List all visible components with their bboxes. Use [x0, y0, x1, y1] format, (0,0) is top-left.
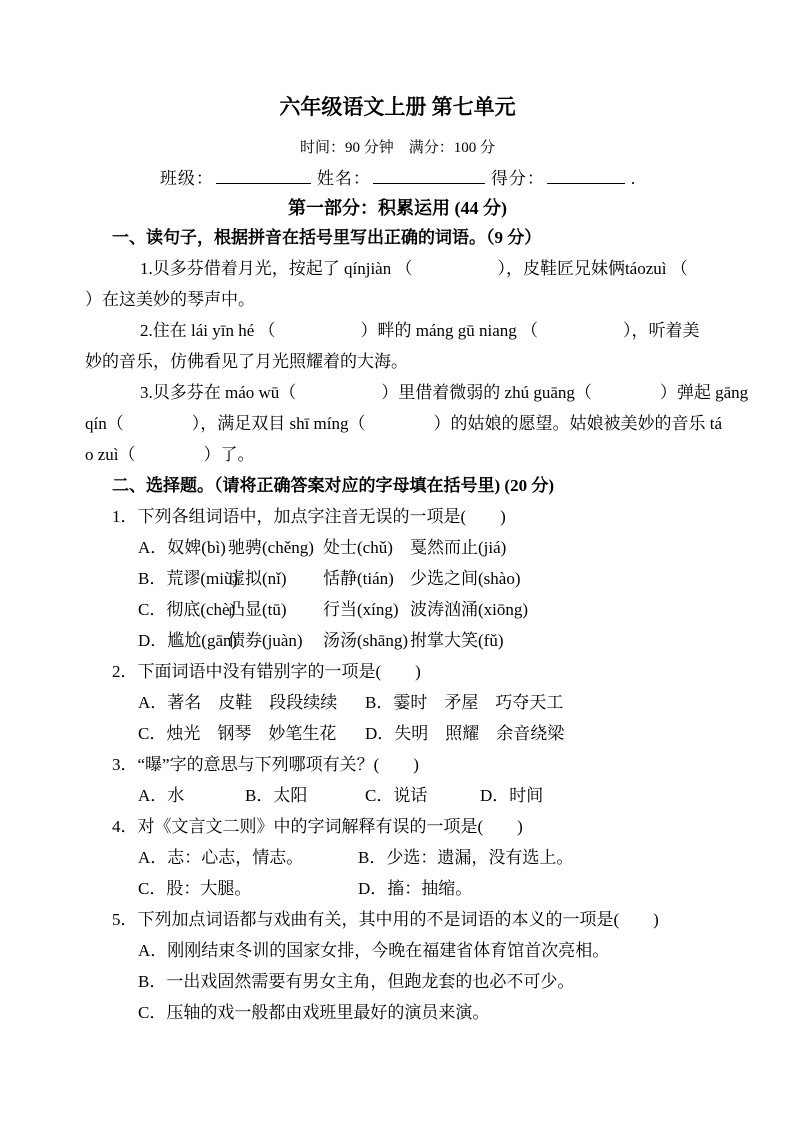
q4-option-d: D．搐：抽缩。 [358, 879, 473, 898]
q1-option-row-b [85, 563, 710, 594]
q1-option-row-d [85, 625, 710, 656]
exam-meta: 时间：90 分钟 满分：100 分 [299, 140, 495, 156]
name-blank [373, 167, 485, 184]
q1-d-word1: D．尴尬(gān) [138, 631, 238, 650]
q1-c-word1: C．彻底(chè) [138, 600, 236, 619]
q4-option-row-2 [85, 873, 710, 904]
q1-a-word1: A．奴婢(bì) [138, 538, 226, 557]
q4-stem: 4．对《文言文二则》中的字词解释有误的一项是( ) [112, 817, 523, 836]
s1-item3-line1: 3.贝多芬在 máo wū（ ）里借着微弱的 zhú guāng（ ）弹起 gāng [140, 383, 749, 402]
part1-heading: 第一部分：积累运用 (44 分) [288, 198, 507, 218]
q3-option-b: B．太阳 [245, 786, 308, 805]
q2-option-a: A．著名 皮鞋 段段续续 [138, 693, 338, 712]
q3-option-row [85, 780, 710, 811]
s1-item3-line3: o zuì（ ）了。 [85, 445, 255, 464]
q1-b-word4: 少选之间(shào) [410, 569, 521, 588]
q1-c-word4: 波涛汹涌(xiōng) [410, 600, 529, 619]
q2-option-c: C．烛光 钢琴 妙笔生花 [138, 724, 337, 743]
q2-option-row-1 [85, 687, 710, 718]
page-title: 六年级语文上册 第七单元 [279, 95, 516, 119]
class-label: 班级： [159, 169, 214, 188]
s1-item2-line1: 2.住在 lái yīn hé （ ）畔的 máng gū niang （ ），听着美 [140, 321, 700, 340]
q1-option-row-a [85, 532, 710, 563]
q4-option-c: C．股：大腿。 [138, 879, 252, 898]
s1-item2-line2: 妙的音乐，仿佛看见了月光照耀着的大海。 [85, 352, 408, 371]
q4-option-row-1 [85, 842, 710, 873]
q5-stem: 5．下列加点词语都与戏曲有关，其中用的不是词语的本义的一项是( ) [112, 910, 659, 929]
q1-option-row-c [85, 594, 710, 625]
q1-b-word2: 虚拟(nǐ) [228, 569, 287, 588]
q1-c-word3: 行当(xíng) [323, 600, 399, 619]
q2-option-d: D．失明 照耀 余音绕梁 [365, 724, 565, 743]
q3-option-c: C．说话 [365, 786, 428, 805]
q1-d-word4: 拊掌大笑(fǔ) [410, 631, 504, 650]
q1-d-word3: 汤汤(shāng) [323, 631, 408, 650]
q1-a-word4: 戛然而止(jiá) [410, 538, 507, 557]
q3-option-d: D．时间 [480, 786, 544, 805]
q1-a-word2: 驰骋(chěng) [228, 538, 314, 557]
q1-c-word2: 凸显(tū) [228, 600, 287, 619]
section1-heading: 一、读句子，根据拼音在括号里写出正确的词语。（9 分） [112, 228, 542, 247]
s1-item1-line1: 1.贝多芬借着月光，按起了 qínjiàn （ ），皮鞋匠兄妹俩táozuì （ [140, 259, 688, 278]
q1-d-word2: 债券(juàn) [228, 631, 303, 650]
trailing-period: . [630, 169, 636, 188]
q2-option-b: B．霎时 矛屋 巧夺天工 [365, 693, 564, 712]
q1-stem: 1．下列各组词语中，加点字注音无误的一项是( ) [112, 507, 506, 526]
q5-option-a: A．刚刚结束冬训的国家女排，今晚在福建省体育馆首次亮相。 [138, 941, 610, 960]
score-blank [547, 167, 625, 184]
q5-option-b: B．一出戏固然需要有男女主角，但跑龙套的也必不可少。 [138, 972, 575, 991]
s1-item3-line2: qín（ ），满足双目 shī míng（ ）的姑娘的愿望。姑娘被美妙的音乐 tá [85, 414, 723, 433]
q4-option-a: A．志：心志，情志。 [138, 848, 304, 867]
q1-b-word1: B．荒谬(miù) [138, 569, 239, 588]
score-label: 得分： [490, 169, 545, 188]
q2-stem: 2．下面词语中没有错别字的一项是( ) [112, 662, 421, 681]
s1-item1-line2: ）在这美妙的琴声中。 [85, 290, 255, 309]
class-blank [216, 167, 311, 184]
q3-stem: 3．“曝”字的意思与下列哪项有关？( ) [112, 755, 419, 774]
section2-heading: 二、选择题。（请将正确答案对应的字母填在括号里) (20 分) [112, 476, 554, 495]
student-info-row [85, 166, 710, 192]
q2-option-row-2 [85, 718, 710, 749]
name-label: 姓名： [316, 169, 371, 188]
q4-option-b: B．少选：遗漏，没有选上。 [358, 848, 574, 867]
q5-option-c: C．压轴的戏一般都由戏班里最好的演员来演。 [138, 1003, 490, 1022]
q1-b-word3: 恬静(tián) [323, 569, 394, 588]
q3-option-a: A．水 [138, 786, 185, 805]
q1-a-word3: 处士(chǔ) [323, 538, 393, 557]
